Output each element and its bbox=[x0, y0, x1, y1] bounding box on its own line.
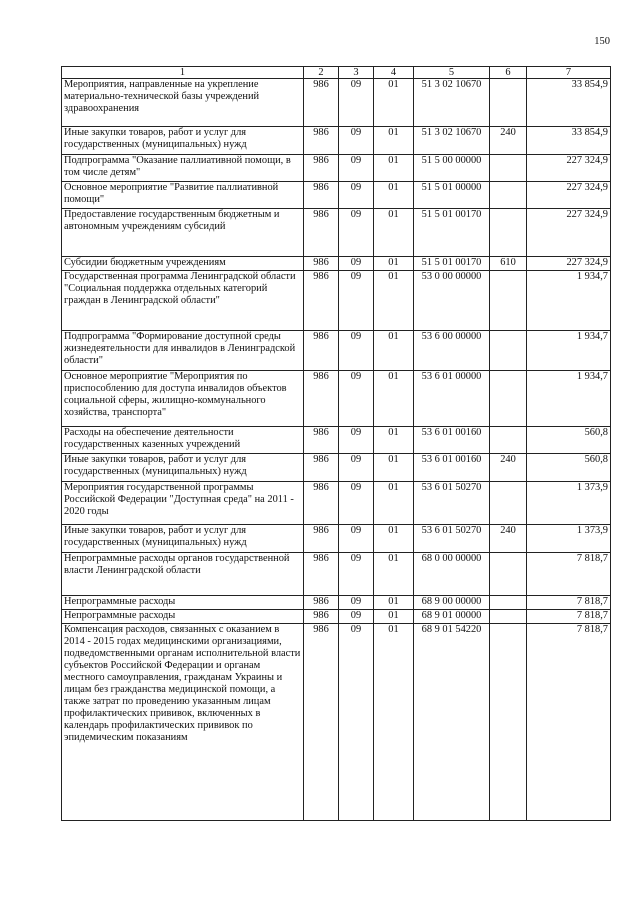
table-row bbox=[62, 610, 611, 624]
table-row bbox=[62, 596, 611, 610]
row-pr: 01 bbox=[374, 79, 414, 127]
row-csr: 51 5 00 00000 bbox=[414, 155, 490, 182]
row-csr: 53 6 01 00160 bbox=[414, 427, 490, 454]
row-grbs: 986 bbox=[304, 482, 339, 525]
row-pr: 01 bbox=[374, 271, 414, 331]
row-pr: 01 bbox=[374, 610, 414, 624]
row-vr bbox=[490, 209, 527, 257]
row-rz: 09 bbox=[339, 454, 374, 482]
row-sum: 1 934,7 bbox=[527, 371, 611, 427]
row-grbs: 986 bbox=[304, 155, 339, 182]
row-pr: 01 bbox=[374, 427, 414, 454]
row-sum: 33 854,9 bbox=[527, 79, 611, 127]
table-row bbox=[62, 371, 611, 427]
row-csr: 68 9 01 00000 bbox=[414, 610, 490, 624]
row-grbs: 986 bbox=[304, 525, 339, 553]
row-grbs: 986 bbox=[304, 182, 339, 209]
row-vr bbox=[490, 482, 527, 525]
table-row bbox=[62, 525, 611, 553]
table-row bbox=[62, 155, 611, 182]
row-pr: 01 bbox=[374, 371, 414, 427]
row-csr: 51 3 02 10670 bbox=[414, 79, 490, 127]
row-pr: 01 bbox=[374, 127, 414, 155]
header-cell: 3 bbox=[339, 67, 374, 79]
row-vr bbox=[490, 427, 527, 454]
row-rz: 09 bbox=[339, 79, 374, 127]
row-sum: 33 854,9 bbox=[527, 127, 611, 155]
row-sum: 1 934,7 bbox=[527, 271, 611, 331]
row-sum: 7 818,7 bbox=[527, 610, 611, 624]
row-pr: 01 bbox=[374, 209, 414, 257]
row-vr: 240 bbox=[490, 127, 527, 155]
row-grbs: 986 bbox=[304, 79, 339, 127]
row-sum: 227 324,9 bbox=[527, 257, 611, 271]
row-csr: 53 6 00 00000 bbox=[414, 331, 490, 371]
row-csr: 68 9 01 54220 bbox=[414, 624, 490, 821]
table-row bbox=[62, 182, 611, 209]
row-name: Субсидии бюджетным учреждениям bbox=[62, 257, 304, 271]
row-vr bbox=[490, 624, 527, 821]
row-rz: 09 bbox=[339, 482, 374, 525]
row-name: Основное мероприятие "Мероприятия по приспособлению для доступа инвалидов объектов социальной сферы, жилищно-коммунального хозяйства, транспорта" bbox=[62, 371, 304, 427]
table-row bbox=[62, 257, 611, 271]
row-vr bbox=[490, 596, 527, 610]
row-csr: 53 6 01 00000 bbox=[414, 371, 490, 427]
row-name: Непрограммные расходы bbox=[62, 610, 304, 624]
row-pr: 01 bbox=[374, 624, 414, 821]
table-row bbox=[62, 454, 611, 482]
table-row bbox=[62, 271, 611, 331]
row-rz: 09 bbox=[339, 371, 374, 427]
row-sum: 227 324,9 bbox=[527, 209, 611, 257]
row-pr: 01 bbox=[374, 482, 414, 525]
row-csr: 53 6 01 00160 bbox=[414, 454, 490, 482]
row-grbs: 986 bbox=[304, 209, 339, 257]
table-row bbox=[62, 427, 611, 454]
row-pr: 01 bbox=[374, 596, 414, 610]
row-name: Предоставление государственным бюджетным и автономным учреждениям субсидий bbox=[62, 209, 304, 257]
row-grbs: 986 bbox=[304, 371, 339, 427]
row-rz: 09 bbox=[339, 155, 374, 182]
row-pr: 01 bbox=[374, 331, 414, 371]
header-cell: 2 bbox=[304, 67, 339, 79]
row-vr: 240 bbox=[490, 454, 527, 482]
row-grbs: 986 bbox=[304, 454, 339, 482]
row-csr: 53 0 00 00000 bbox=[414, 271, 490, 331]
row-rz: 09 bbox=[339, 596, 374, 610]
row-rz: 09 bbox=[339, 525, 374, 553]
table-row bbox=[62, 553, 611, 596]
table-row bbox=[62, 331, 611, 371]
row-name: Мероприятия, направленные на укрепление материально-технической базы учреждений здравоохранения bbox=[62, 79, 304, 127]
row-sum: 7 818,7 bbox=[527, 553, 611, 596]
row-vr: 610 bbox=[490, 257, 527, 271]
row-sum: 227 324,9 bbox=[527, 155, 611, 182]
row-rz: 09 bbox=[339, 209, 374, 257]
row-csr: 51 3 02 10670 bbox=[414, 127, 490, 155]
row-grbs: 986 bbox=[304, 271, 339, 331]
row-rz: 09 bbox=[339, 127, 374, 155]
row-name: Государственная программа Ленинградской области "Социальная поддержка отдельных категорий граждан в Ленинградской области" bbox=[62, 271, 304, 331]
row-csr: 68 0 00 00000 bbox=[414, 553, 490, 596]
row-name: Непрограммные расходы органов государственной власти Ленинградской области bbox=[62, 553, 304, 596]
row-pr: 01 bbox=[374, 525, 414, 553]
row-vr bbox=[490, 155, 527, 182]
row-vr bbox=[490, 553, 527, 596]
header-cell: 4 bbox=[374, 67, 414, 79]
row-rz: 09 bbox=[339, 427, 374, 454]
row-pr: 01 bbox=[374, 182, 414, 209]
header-cell: 7 bbox=[527, 67, 611, 79]
row-rz: 09 bbox=[339, 257, 374, 271]
row-grbs: 986 bbox=[304, 427, 339, 454]
header-row bbox=[62, 67, 611, 79]
header-cell: 6 bbox=[490, 67, 527, 79]
page-number: 150 bbox=[594, 36, 610, 47]
row-pr: 01 bbox=[374, 257, 414, 271]
row-name: Иные закупки товаров, работ и услуг для государственных (муниципальных) нужд bbox=[62, 454, 304, 482]
row-vr bbox=[490, 610, 527, 624]
row-vr bbox=[490, 371, 527, 427]
row-vr bbox=[490, 271, 527, 331]
row-name: Иные закупки товаров, работ и услуг для государственных (муниципальных) нужд bbox=[62, 127, 304, 155]
row-name: Иные закупки товаров, работ и услуг для государственных (муниципальных) нужд bbox=[62, 525, 304, 553]
row-sum: 7 818,7 bbox=[527, 596, 611, 610]
row-sum: 1 373,9 bbox=[527, 525, 611, 553]
row-sum: 227 324,9 bbox=[527, 182, 611, 209]
table-row bbox=[62, 482, 611, 525]
row-name: Непрограммные расходы bbox=[62, 596, 304, 610]
row-grbs: 986 bbox=[304, 127, 339, 155]
row-csr: 53 6 01 50270 bbox=[414, 525, 490, 553]
table-row bbox=[62, 209, 611, 257]
row-name: Основное мероприятие "Развитие паллиативной помощи" bbox=[62, 182, 304, 209]
row-sum: 560,8 bbox=[527, 454, 611, 482]
row-pr: 01 bbox=[374, 454, 414, 482]
row-sum: 560,8 bbox=[527, 427, 611, 454]
row-vr bbox=[490, 79, 527, 127]
row-csr: 53 6 01 50270 bbox=[414, 482, 490, 525]
row-grbs: 986 bbox=[304, 331, 339, 371]
row-csr: 51 5 01 00170 bbox=[414, 257, 490, 271]
row-grbs: 986 bbox=[304, 596, 339, 610]
row-name: Подпрограмма "Оказание паллиативной помощи, в том числе детям" bbox=[62, 155, 304, 182]
row-sum: 7 818,7 bbox=[527, 624, 611, 821]
table-row bbox=[62, 79, 611, 127]
row-grbs: 986 bbox=[304, 624, 339, 821]
row-csr: 51 5 01 00000 bbox=[414, 182, 490, 209]
row-vr bbox=[490, 331, 527, 371]
row-grbs: 986 bbox=[304, 553, 339, 596]
row-rz: 09 bbox=[339, 271, 374, 331]
table-row bbox=[62, 127, 611, 155]
row-vr: 240 bbox=[490, 525, 527, 553]
row-name: Подпрограмма "Формирование доступной среды жизнедеятельности для инвалидов в Ленинградской области" bbox=[62, 331, 304, 371]
row-rz: 09 bbox=[339, 553, 374, 596]
row-grbs: 986 bbox=[304, 610, 339, 624]
row-rz: 09 bbox=[339, 331, 374, 371]
row-name: Компенсация расходов, связанных с оказанием в 2014 - 2015 годах медицинскими организациями, подведомственными органам исполнительной власти субъектов Российской Федерации и органам местного самоуправления, гражданам Украины и лицам без гражданства медицинской помощи, а также затрат по проведению указанным лицам профилактических прививок, включенных в календарь профилактических прививок по эпидемическим показаниям bbox=[62, 624, 304, 821]
row-rz: 09 bbox=[339, 624, 374, 821]
row-name: Расходы на обеспечение деятельности государственных казенных учреждений bbox=[62, 427, 304, 454]
row-csr: 68 9 00 00000 bbox=[414, 596, 490, 610]
row-name: Мероприятия государственной программы Российской Федерации "Доступная среда" на 2011 - 2020 годы bbox=[62, 482, 304, 525]
row-csr: 51 5 01 00170 bbox=[414, 209, 490, 257]
row-pr: 01 bbox=[374, 553, 414, 596]
row-sum: 1 373,9 bbox=[527, 482, 611, 525]
row-pr: 01 bbox=[374, 155, 414, 182]
row-sum: 1 934,7 bbox=[527, 331, 611, 371]
row-vr bbox=[490, 182, 527, 209]
row-grbs: 986 bbox=[304, 257, 339, 271]
table-row bbox=[62, 624, 611, 821]
header-cell: 1 bbox=[62, 67, 304, 79]
header-cell: 5 bbox=[414, 67, 490, 79]
row-rz: 09 bbox=[339, 182, 374, 209]
row-rz: 09 bbox=[339, 610, 374, 624]
budget-table bbox=[61, 66, 611, 821]
